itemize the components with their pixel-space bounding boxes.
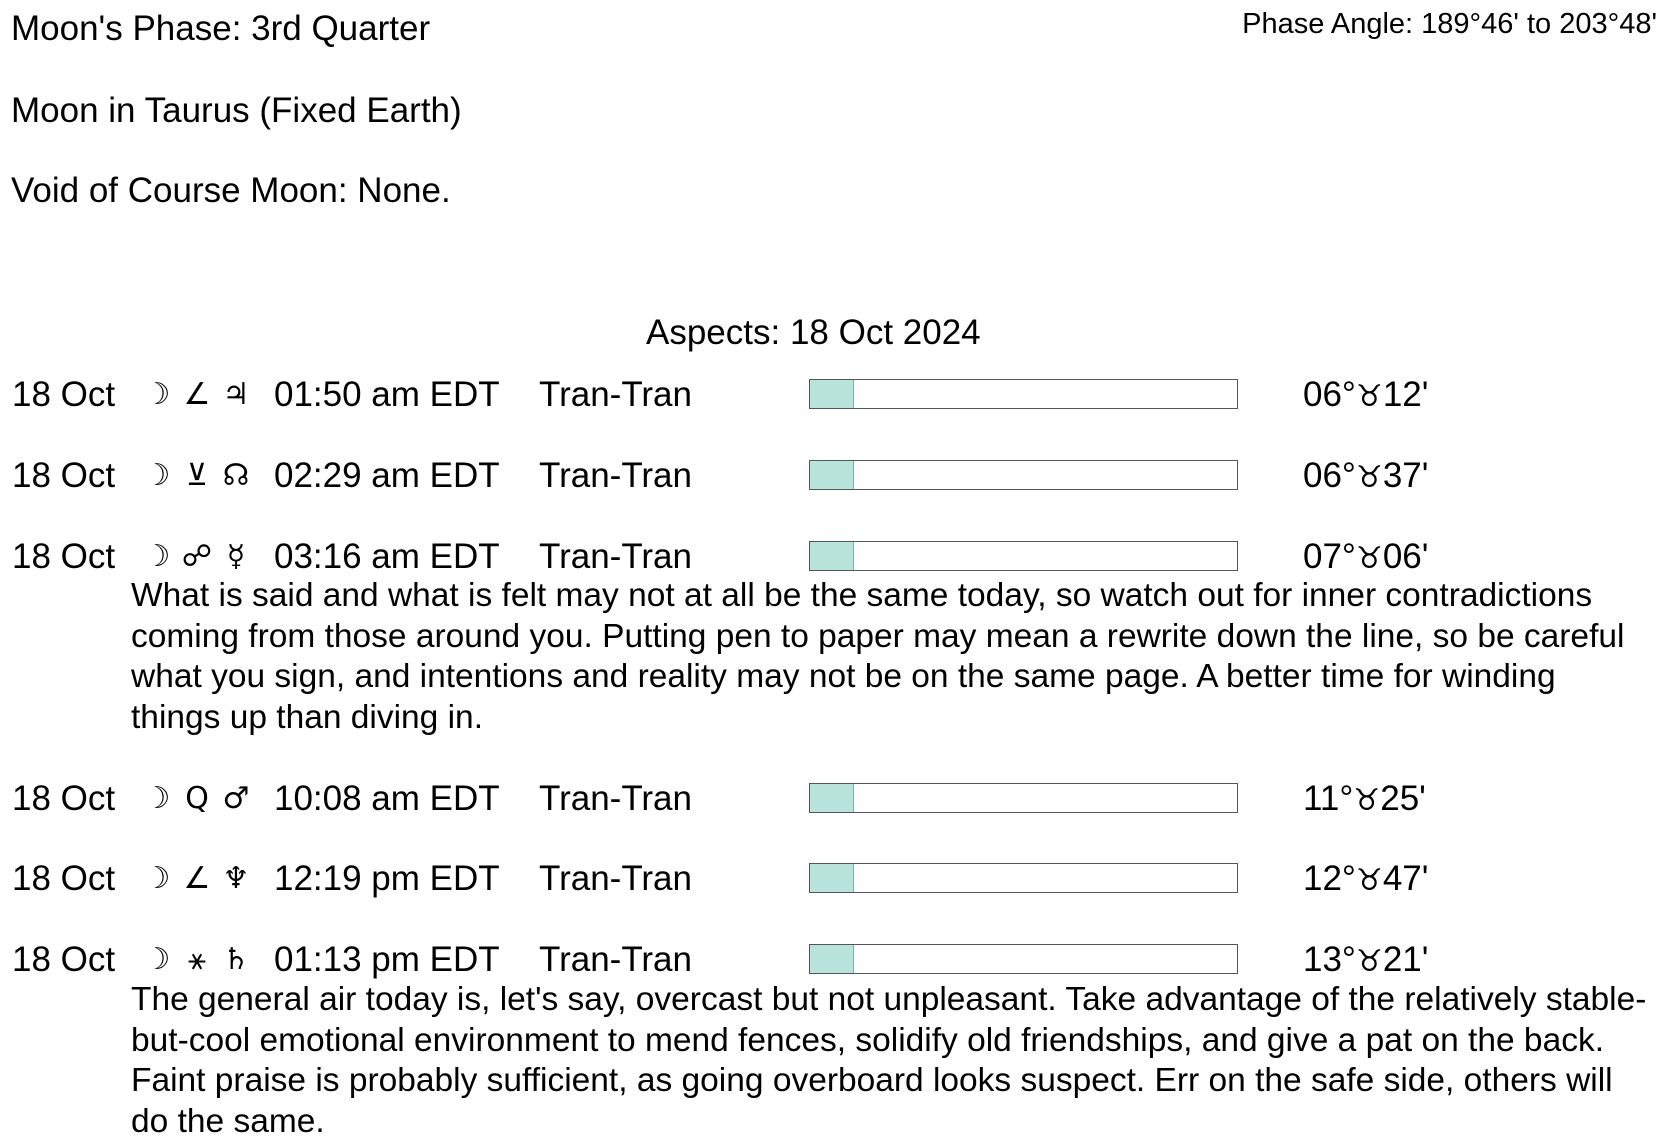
aspect-time: 03:16 am EDT — [274, 537, 500, 576]
aspect-strength-fill-edge — [853, 542, 854, 570]
taurus-sign-icon: ♉ — [1353, 783, 1381, 818]
aspect-strength-bar — [809, 863, 1238, 893]
aspect-position — [1303, 938, 1428, 984]
aspect-type: Tran-Tran — [539, 375, 692, 414]
aspect-type: Tran-Tran — [539, 940, 692, 979]
aspect-strength-fill-edge — [853, 864, 854, 892]
moon-glyph-icon: ☽ — [143, 377, 171, 412]
position-degree: 06° — [1303, 375, 1356, 414]
planet-glyph-icon: ☿ — [226, 539, 246, 574]
void-of-course-label: Void of Course Moon: None. — [11, 171, 451, 210]
aspect-glyph-icon: ⚹ — [188, 942, 206, 977]
position-minutes: 06' — [1382, 537, 1429, 576]
taurus-sign-icon: ♉ — [1355, 541, 1383, 576]
aspect-time: 02:29 am EDT — [274, 456, 500, 495]
aspect-description: What is said and what is felt may not at all be the same today, so watch out for inner contradictions coming from those around you. Putting pen to paper may mean a rewrite down the line, so be careful what you sign, and intentions and reality may not be on the same page. A better time for winding things up than diving in. — [131, 577, 1625, 736]
aspect-row — [0, 454, 1668, 498]
aspect-time: 01:13 pm EDT — [274, 940, 500, 979]
phase-angle-label: Phase Angle: 189°46' to 203°48' — [1242, 8, 1657, 40]
moon-glyph-icon: ☽ — [143, 458, 171, 493]
aspect-strength-bar — [809, 541, 1238, 571]
aspect-strength-bar — [809, 783, 1238, 813]
moon-sign-label: Moon in Taurus (Fixed Earth) — [11, 91, 462, 130]
position-minutes: 37' — [1382, 456, 1429, 495]
aspect-position — [1303, 535, 1428, 581]
aspect-strength-fill — [810, 945, 853, 973]
planet-glyph-icon: ♂ — [222, 781, 250, 816]
aspect-strength-fill-edge — [853, 945, 854, 973]
taurus-sign-icon: ♉ — [1355, 944, 1383, 979]
position-degree: 11° — [1303, 779, 1354, 818]
taurus-sign-icon: ♉ — [1355, 379, 1383, 414]
aspect-type: Tran-Tran — [539, 537, 692, 576]
position-degree: 12° — [1303, 859, 1356, 898]
aspect-glyph-icon: ∠ — [183, 861, 211, 896]
position-degree: 06° — [1303, 456, 1356, 495]
aspect-row — [0, 857, 1668, 901]
position-minutes: 12' — [1382, 375, 1429, 414]
taurus-sign-icon: ♉ — [1355, 460, 1383, 495]
aspect-time: 01:50 am EDT — [274, 375, 500, 414]
moon-glyph-icon: ☽ — [143, 861, 171, 896]
aspect-type: Tran-Tran — [539, 859, 692, 898]
planet-glyph-icon: ♃ — [222, 377, 250, 412]
position-degree: 07° — [1303, 537, 1356, 576]
position-minutes: 47' — [1382, 859, 1429, 898]
aspect-position — [1303, 777, 1426, 823]
aspect-strength-fill — [810, 461, 853, 489]
aspect-date: 18 Oct — [12, 456, 116, 495]
position-minutes: 25' — [1380, 779, 1426, 818]
planet-glyph-icon: ☊ — [222, 458, 250, 493]
aspect-strength-bar — [809, 379, 1238, 409]
taurus-sign-icon: ♉ — [1355, 863, 1383, 898]
aspect-date: 18 Oct — [12, 859, 116, 898]
aspects-title: Aspects: 18 Oct 2024 — [646, 313, 981, 352]
aspect-glyph-icon: ☍ — [181, 539, 213, 574]
aspect-type: Tran-Tran — [539, 779, 692, 818]
moon-glyph-icon: ☽ — [143, 781, 171, 816]
aspect-position — [1303, 373, 1428, 419]
aspect-date: 18 Oct — [12, 537, 116, 576]
aspect-strength-fill-edge — [853, 461, 854, 489]
aspect-row — [0, 373, 1668, 417]
aspect-date: 18 Oct — [12, 940, 116, 979]
moon-glyph-icon: ☽ — [143, 539, 171, 574]
position-degree: 13° — [1303, 940, 1356, 979]
aspect-strength-fill — [810, 542, 853, 570]
aspect-strength-fill — [810, 784, 853, 812]
moon-glyph-icon: ☽ — [143, 942, 171, 977]
aspect-strength-bar — [809, 944, 1238, 974]
planet-glyph-icon: ♆ — [222, 861, 250, 896]
aspect-strength-fill — [810, 380, 853, 408]
position-minutes: 21' — [1382, 940, 1429, 979]
aspect-strength-fill-edge — [853, 380, 854, 408]
aspect-date: 18 Oct — [12, 779, 116, 818]
aspect-strength-bar — [809, 460, 1238, 490]
aspect-glyph-icon: ⊻ — [186, 458, 208, 493]
aspect-row — [0, 535, 1668, 579]
aspect-type: Tran-Tran — [539, 456, 692, 495]
aspect-row — [0, 777, 1668, 821]
aspect-glyph-icon: Q — [185, 781, 209, 816]
aspect-strength-fill — [810, 864, 853, 892]
aspect-row — [0, 938, 1668, 982]
aspect-date: 18 Oct — [12, 375, 116, 414]
planet-glyph-icon: ♄ — [222, 942, 250, 977]
aspect-time: 12:19 pm EDT — [274, 859, 500, 898]
aspect-description: The general air today is, let's say, overcast but not unpleasant. Take advantage of the relatively stable-but-cool emotional environment to mend fences, solidify old friendships, and give a pat on the back. Faint praise is probably sufficient, as going overboard looks suspect. Err on the safe side, others will do the same. — [131, 981, 1647, 1140]
moon-phase-label: Moon's Phase: 3rd Quarter — [11, 9, 431, 48]
aspect-strength-fill-edge — [853, 784, 854, 812]
aspect-position — [1303, 454, 1428, 500]
aspect-time: 10:08 am EDT — [274, 779, 500, 818]
aspect-glyph-icon: ∠ — [183, 377, 211, 412]
aspect-position — [1303, 857, 1428, 903]
